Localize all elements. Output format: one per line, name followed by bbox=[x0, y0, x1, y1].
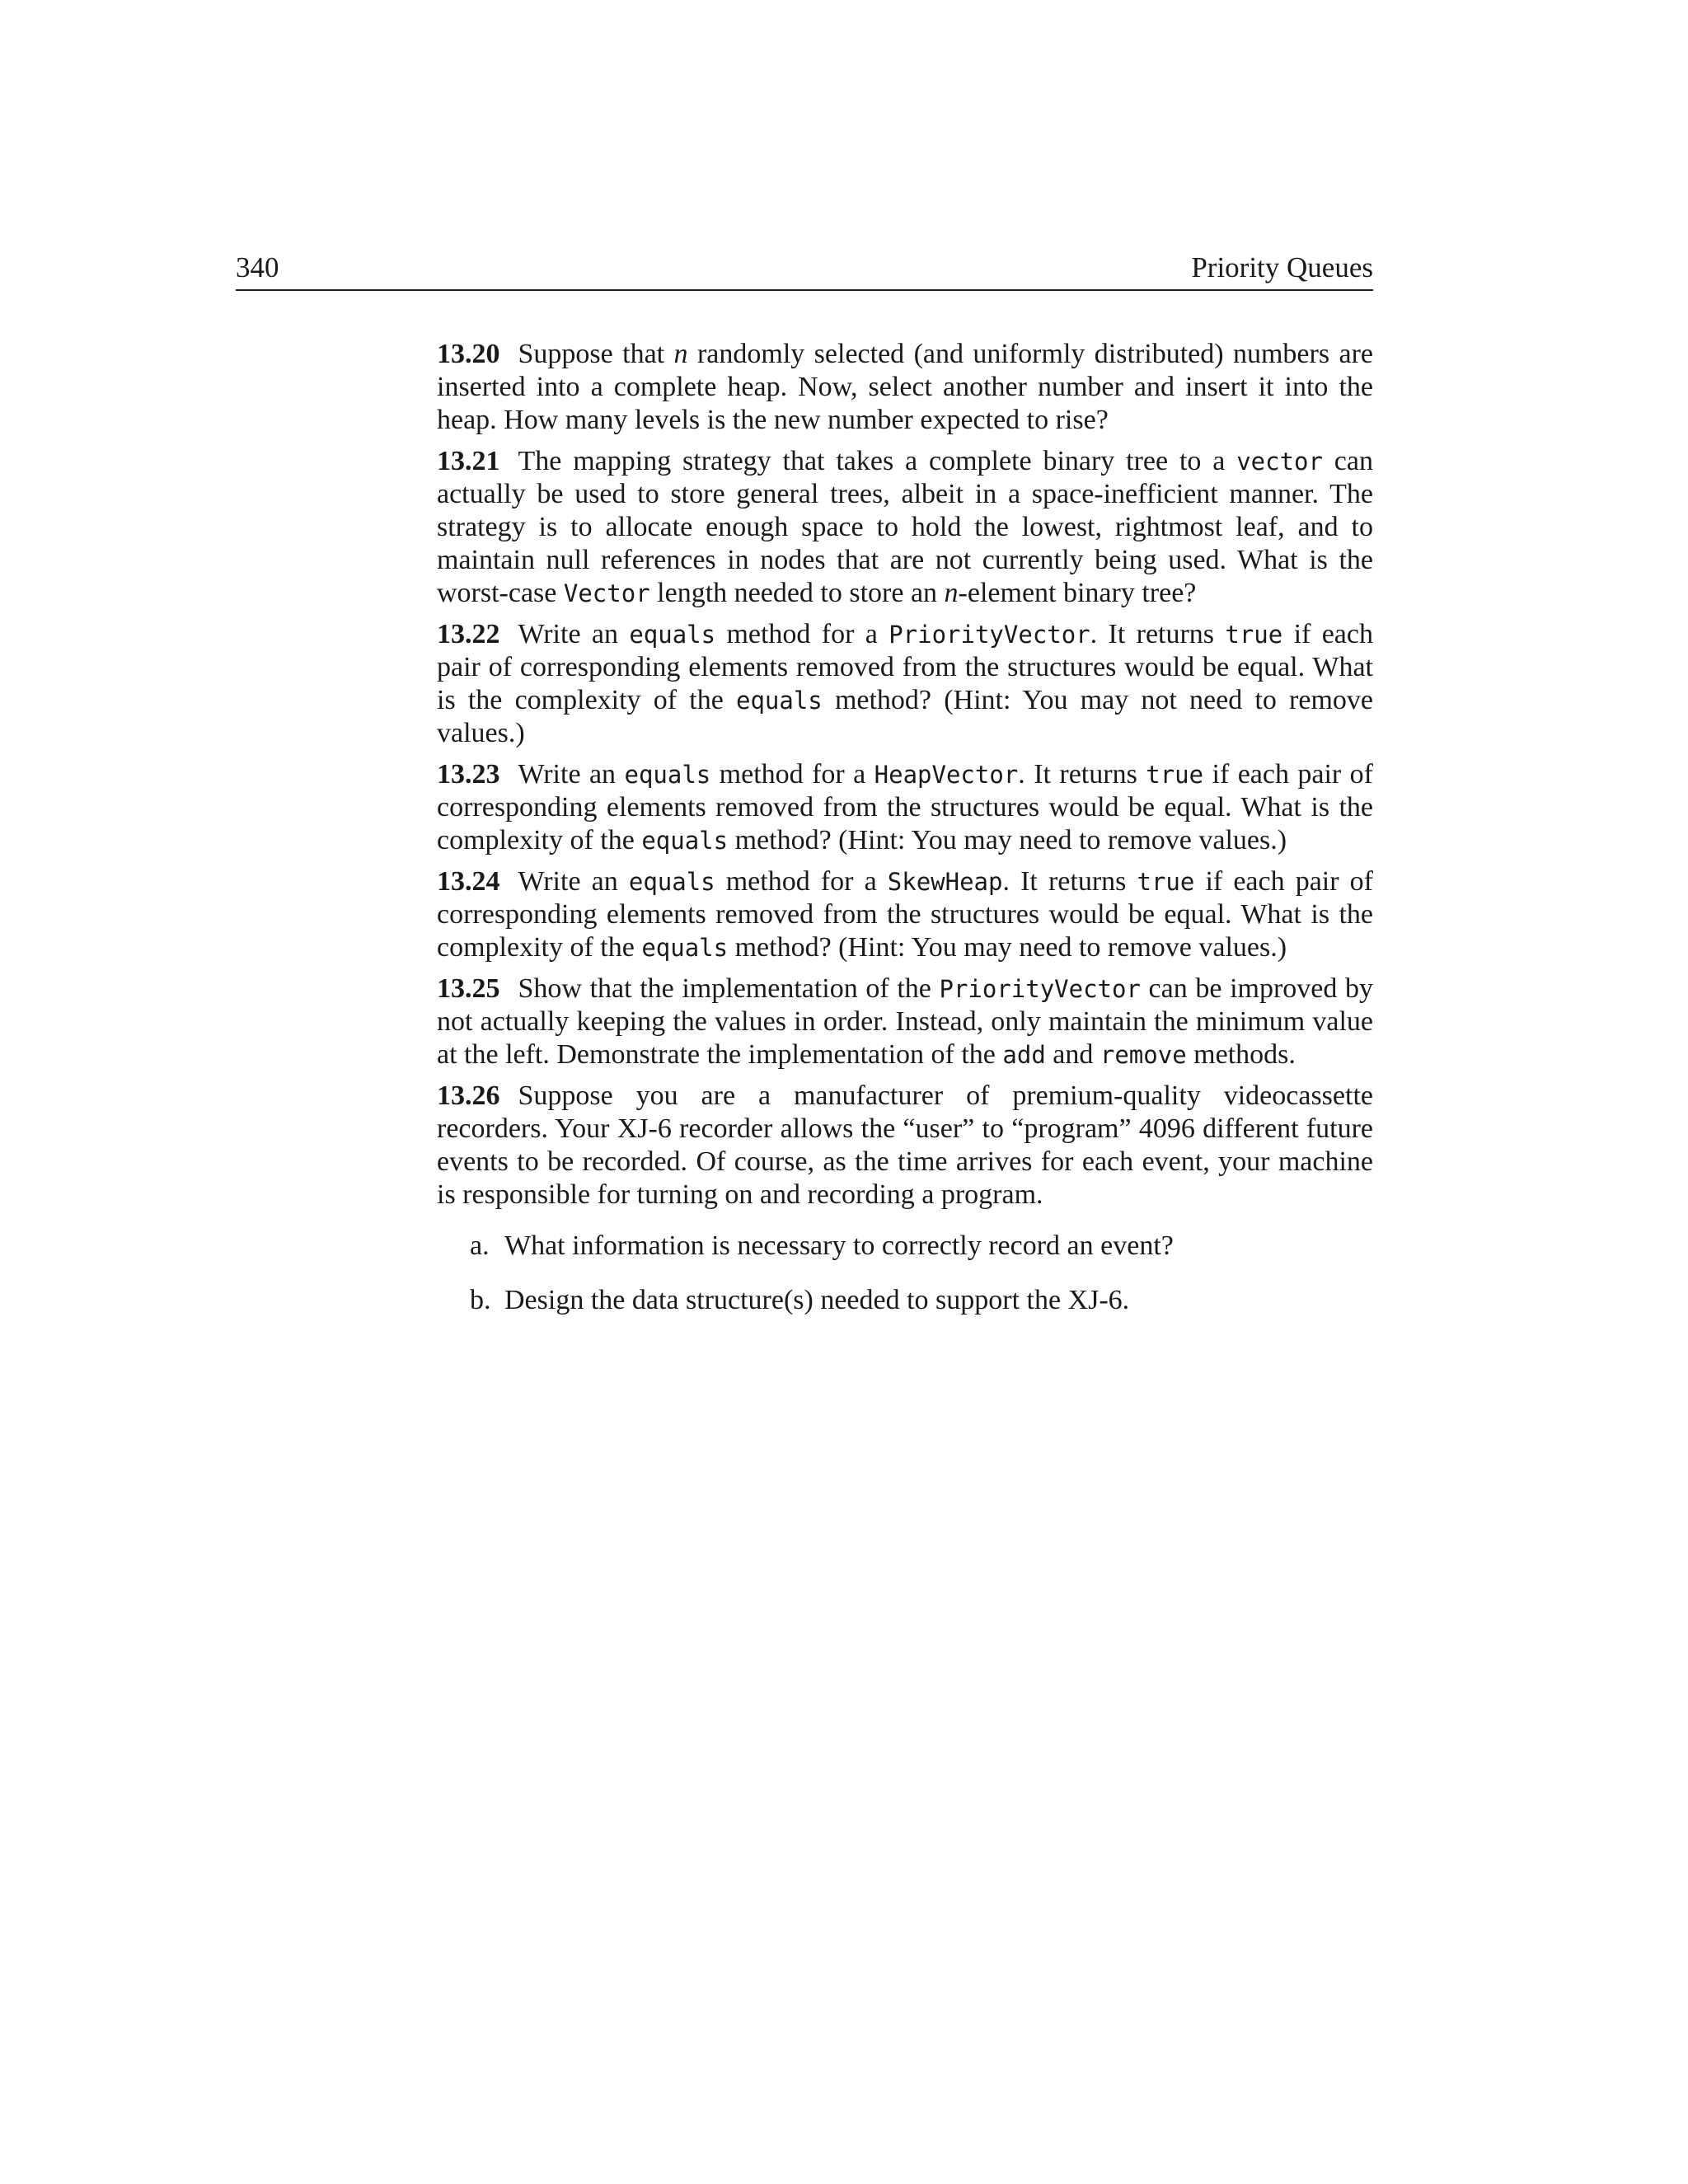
chapter-title: Priority Queues bbox=[1191, 251, 1373, 284]
code-term: true bbox=[1137, 868, 1195, 896]
exercise-list bbox=[437, 338, 1373, 1338]
exercise-13-25 bbox=[437, 972, 1373, 1071]
exercise-text: Write an bbox=[518, 866, 629, 897]
code-term: equals bbox=[641, 827, 729, 855]
exercise-13-21 bbox=[437, 445, 1373, 610]
exercise-13-22 bbox=[437, 618, 1373, 750]
sub-item-letter: b. bbox=[470, 1285, 491, 1315]
exercise-text: Write an bbox=[518, 759, 625, 790]
sub-item-text: Design the data structure(s) needed to support the XJ-6. bbox=[504, 1285, 1130, 1315]
math-variable: n bbox=[673, 339, 688, 369]
exercise-number: 13.26 bbox=[437, 1080, 500, 1111]
exercise-text: and bbox=[1045, 1039, 1100, 1070]
code-term: SkewHeap bbox=[887, 868, 1003, 896]
code-term: true bbox=[1225, 621, 1283, 649]
code-term: HeapVector bbox=[874, 761, 1019, 789]
exercise-text: length needed to store an bbox=[649, 578, 945, 608]
sub-item-letter: a. bbox=[470, 1230, 490, 1261]
exercise-13-26 bbox=[437, 1080, 1373, 1317]
math-variable: n bbox=[944, 578, 959, 608]
running-head bbox=[236, 251, 1373, 291]
code-term: equals bbox=[735, 687, 823, 715]
exercise-text: Show that the implementation of the bbox=[518, 973, 940, 1004]
sub-item-list bbox=[437, 1230, 1373, 1317]
exercise-text: . It returns bbox=[1002, 866, 1137, 897]
code-term: true bbox=[1146, 761, 1204, 789]
exercise-text: method for a bbox=[715, 866, 888, 897]
exercise-13-24 bbox=[437, 865, 1373, 964]
code-term: add bbox=[1002, 1041, 1046, 1069]
code-term: equals bbox=[629, 621, 716, 649]
page-number: 340 bbox=[236, 251, 279, 284]
exercise-number: 13.24 bbox=[437, 866, 500, 897]
exercise-text: method for a bbox=[715, 619, 889, 649]
exercise-text: -element binary tree? bbox=[958, 578, 1197, 608]
code-term: equals bbox=[624, 761, 711, 789]
exercise-text: methods. bbox=[1186, 1039, 1296, 1070]
exercise-text: method? (Hint: You may need to remove values.) bbox=[728, 825, 1287, 855]
code-term: vector bbox=[1236, 448, 1323, 476]
exercise-text: . It returns bbox=[1018, 759, 1146, 790]
exercise-text: method? (Hint: You may need to remove values.) bbox=[728, 932, 1287, 963]
exercise-13-23 bbox=[437, 758, 1373, 857]
exercise-text: Write an bbox=[518, 619, 630, 649]
exercise-number: 13.22 bbox=[437, 619, 500, 649]
sub-item bbox=[470, 1230, 1373, 1263]
exercise-text: . It returns bbox=[1090, 619, 1226, 649]
exercise-13-20 bbox=[437, 338, 1373, 437]
exercise-text: if each pair of corresponding elements removed from the structures would be equal. What is the complexity of the bbox=[437, 619, 1373, 715]
exercise-text: method? (Hint: You may not need to remove values.) bbox=[437, 685, 1373, 748]
exercise-number: 13.23 bbox=[437, 759, 500, 790]
exercise-text: if each pair of corresponding elements removed from the structures would be equal. What is the complexity of the bbox=[437, 759, 1373, 855]
code-term: PriorityVector bbox=[939, 975, 1141, 1003]
exercise-text: randomly selected (and uniformly distributed) numbers are inserted into a complete heap. Now, select another number and insert it into the heap. How many levels is the new number expected to rise? bbox=[437, 339, 1373, 435]
code-term: equals bbox=[628, 868, 715, 896]
exercise-text: Suppose that bbox=[518, 339, 674, 369]
sub-item-text: What information is necessary to correctly record an event? bbox=[504, 1230, 1174, 1261]
code-term: Vector bbox=[563, 579, 650, 607]
exercise-text: can actually be used to store general trees, albeit in a space-inefficient manner. The strategy is to allocate enough space to hold the lowest, rightmost leaf, and to maintain null references in nodes that are not currently being used. What is the worst-case bbox=[437, 446, 1373, 608]
exercise-text: Suppose you are a manufacturer of premium-quality videocassette recorders. Your XJ-6 recorder allows the “user” to “program” 4096 different future events to be recorded. Of course, as the time arrives for each event, your machine is responsible for turning on and recording a program. bbox=[437, 1080, 1373, 1210]
exercise-number: 13.21 bbox=[437, 446, 500, 476]
exercise-number: 13.25 bbox=[437, 973, 500, 1004]
exercise-text: can be improved by not actually keeping the values in order. Instead, only maintain the minimum value at the left. Demonstrate the implementation of the bbox=[437, 973, 1373, 1070]
code-term: remove bbox=[1100, 1041, 1187, 1069]
exercise-number: 13.20 bbox=[437, 339, 500, 369]
sub-item bbox=[470, 1284, 1373, 1317]
code-term: PriorityVector bbox=[889, 621, 1090, 649]
code-term: equals bbox=[641, 934, 729, 962]
exercise-text: The mapping strategy that takes a complete binary tree to a bbox=[518, 446, 1237, 476]
exercise-text: if each pair of corresponding elements removed from the structures would be equal. What is the complexity of the bbox=[437, 866, 1373, 963]
exercise-text: method for a bbox=[710, 759, 874, 790]
